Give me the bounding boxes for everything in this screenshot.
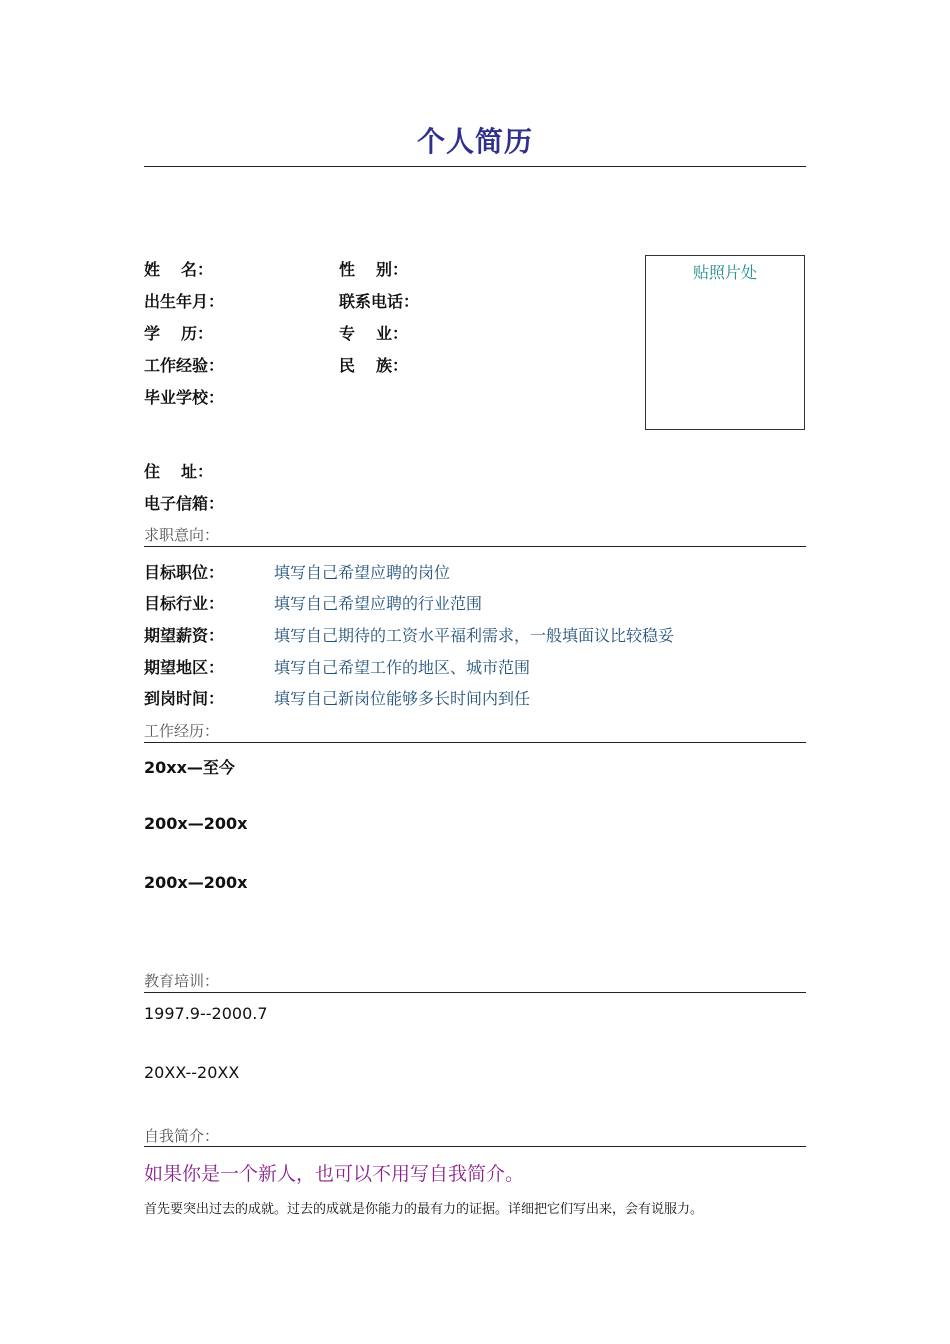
- expected-region-label: 期望地区：: [144, 658, 225, 677]
- birth-label: 出生年月：: [144, 292, 225, 311]
- title-divider: [144, 166, 806, 167]
- photo-label: 贴照片处: [692, 263, 757, 282]
- target-industry-value[interactable]: 填写自己希望应聘的行业范围: [274, 594, 483, 613]
- page-title: 个人简历: [416, 125, 533, 158]
- start-time-value[interactable]: 填写自己新岗位能够多长时间内到任: [274, 689, 531, 708]
- gender-label: 性 别：: [339, 260, 409, 279]
- education-divider: [144, 992, 806, 993]
- target-position-value[interactable]: 填写自己希望应聘的岗位: [274, 563, 451, 582]
- intro-lead: 如果你是一个新人，也可以不用写自我简介。: [144, 1163, 525, 1185]
- photo-placeholder[interactable]: [645, 255, 805, 430]
- address-label: 住 址：: [144, 462, 214, 481]
- job-intent-heading: 求职意向：: [144, 526, 220, 544]
- expected-salary-label: 期望薪资：: [144, 626, 225, 645]
- work-period: 200x—200x: [144, 873, 248, 892]
- phone-label: 联系电话：: [339, 292, 420, 311]
- education-level-label: 学 历：: [144, 324, 214, 343]
- intro-divider: [144, 1146, 806, 1147]
- target-industry-label: 目标行业：: [144, 594, 225, 613]
- education-period: 20XX--20XX: [144, 1063, 240, 1082]
- expected-salary-value[interactable]: 填写自己期待的工资水平福利需求，一般填面议比较稳妥: [274, 626, 675, 645]
- experience-label: 工作经验：: [144, 356, 225, 375]
- education-heading: 教育培训：: [144, 972, 220, 990]
- email-label: 电子信箱：: [144, 494, 225, 513]
- job-intent-divider: [144, 546, 806, 547]
- major-label: 专 业：: [339, 324, 409, 343]
- name-label: 姓 名：: [144, 260, 214, 279]
- start-time-label: 到岗时间：: [144, 689, 225, 708]
- work-period: 20xx—至今: [144, 758, 235, 777]
- work-heading: 工作经历：: [144, 722, 220, 740]
- intro-heading: 自我简介：: [144, 1127, 220, 1145]
- work-period: 200x—200x: [144, 814, 248, 833]
- school-label: 毕业学校：: [144, 388, 225, 407]
- expected-region-value[interactable]: 填写自己希望工作的地区、城市范围: [274, 658, 531, 677]
- target-position-label: 目标职位：: [144, 563, 225, 582]
- intro-body: 首先要突出过去的成就。过去的成就是你能力的最有力的证据。详细把它们写出来，会有说服力。: [144, 1202, 704, 1217]
- education-period: 1997.9--2000.7: [144, 1004, 268, 1023]
- ethnic-label: 民 族：: [339, 356, 409, 375]
- work-divider: [144, 742, 806, 743]
